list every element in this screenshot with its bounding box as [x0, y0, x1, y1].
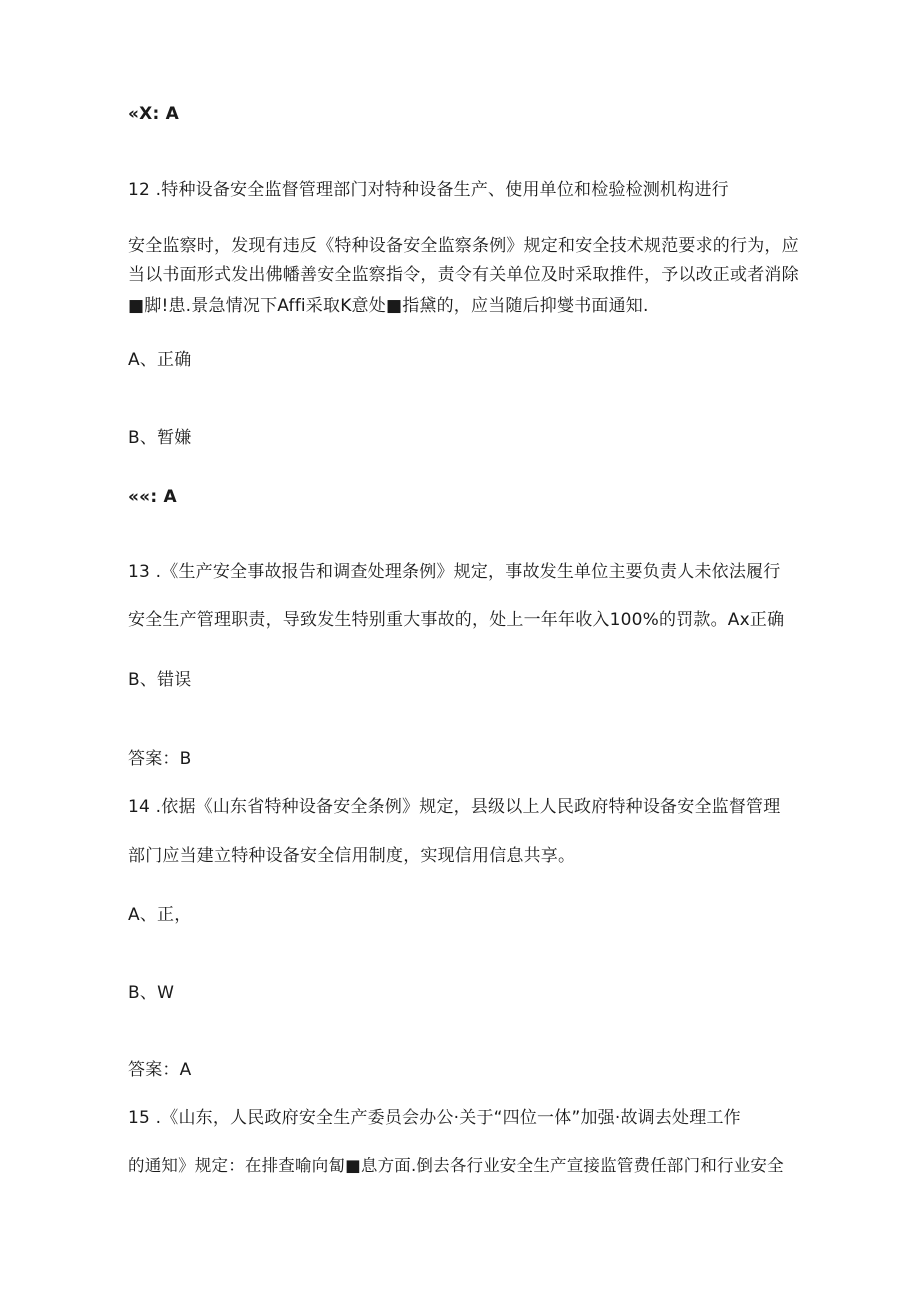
answer-line: 答案：B — [128, 749, 192, 769]
option-a: A、正确 — [128, 350, 192, 370]
option-b: B、暂嫌 — [128, 428, 192, 448]
option-b: B、错误 — [128, 670, 192, 690]
question-15-line-1: 15 .《山东，人民政府安全生产委员会办公·关于“四位一体”加强·故调去处理工作 — [128, 1108, 741, 1128]
question-14-line-1: 14 .依据《山东省特种设备安全条例》规定，县级以上人民政府特种设备安全监督管理 — [128, 797, 781, 817]
question-15-line-2: 的通知》规定：在排查喻向匐■息方面.倒去各行业安全生产宣接监管费任部门和行业安全 — [128, 1156, 784, 1175]
option-a: A、正， — [128, 905, 192, 925]
question-12-line-4: ■脚!患.景急情况下Affi采取K意处■指黛的，应当随后抑燮书面通知. — [128, 296, 649, 316]
question-13-line-2: 安全生产管理职责，导致发生特别重大事故的，处上一年年收入100%的罚款。Ax正确 — [128, 610, 785, 630]
question-14-line-2: 部门应当建立特种设备安全信用制度，实现信用信息共享。 — [128, 846, 576, 866]
question-12-line-3: 当以书面形式发出佛幡善安全监察指令，责令有关单位及时采取推件，予以改正或者消除 — [128, 265, 799, 285]
question-12-line-2: 安全监察时，发现有违反《特种设备安全监察条例》规定和安全技术规范要求的行为，应 — [128, 236, 799, 256]
question-13-line-1: 13 .《生产安全事故报告和调查处理条例》规定，事故发生单位主要负责人未依法履行 — [128, 562, 781, 582]
answer-line: ««: A — [128, 487, 177, 507]
question-12-line-1: 12 .特种设备安全监督管理部门对特种设备生产、使用单位和检验检测机构进行 — [128, 180, 729, 200]
answer-line: 答案：A — [128, 1060, 192, 1080]
option-b: B、W — [128, 983, 175, 1003]
answer-line: «X: A — [128, 104, 179, 124]
